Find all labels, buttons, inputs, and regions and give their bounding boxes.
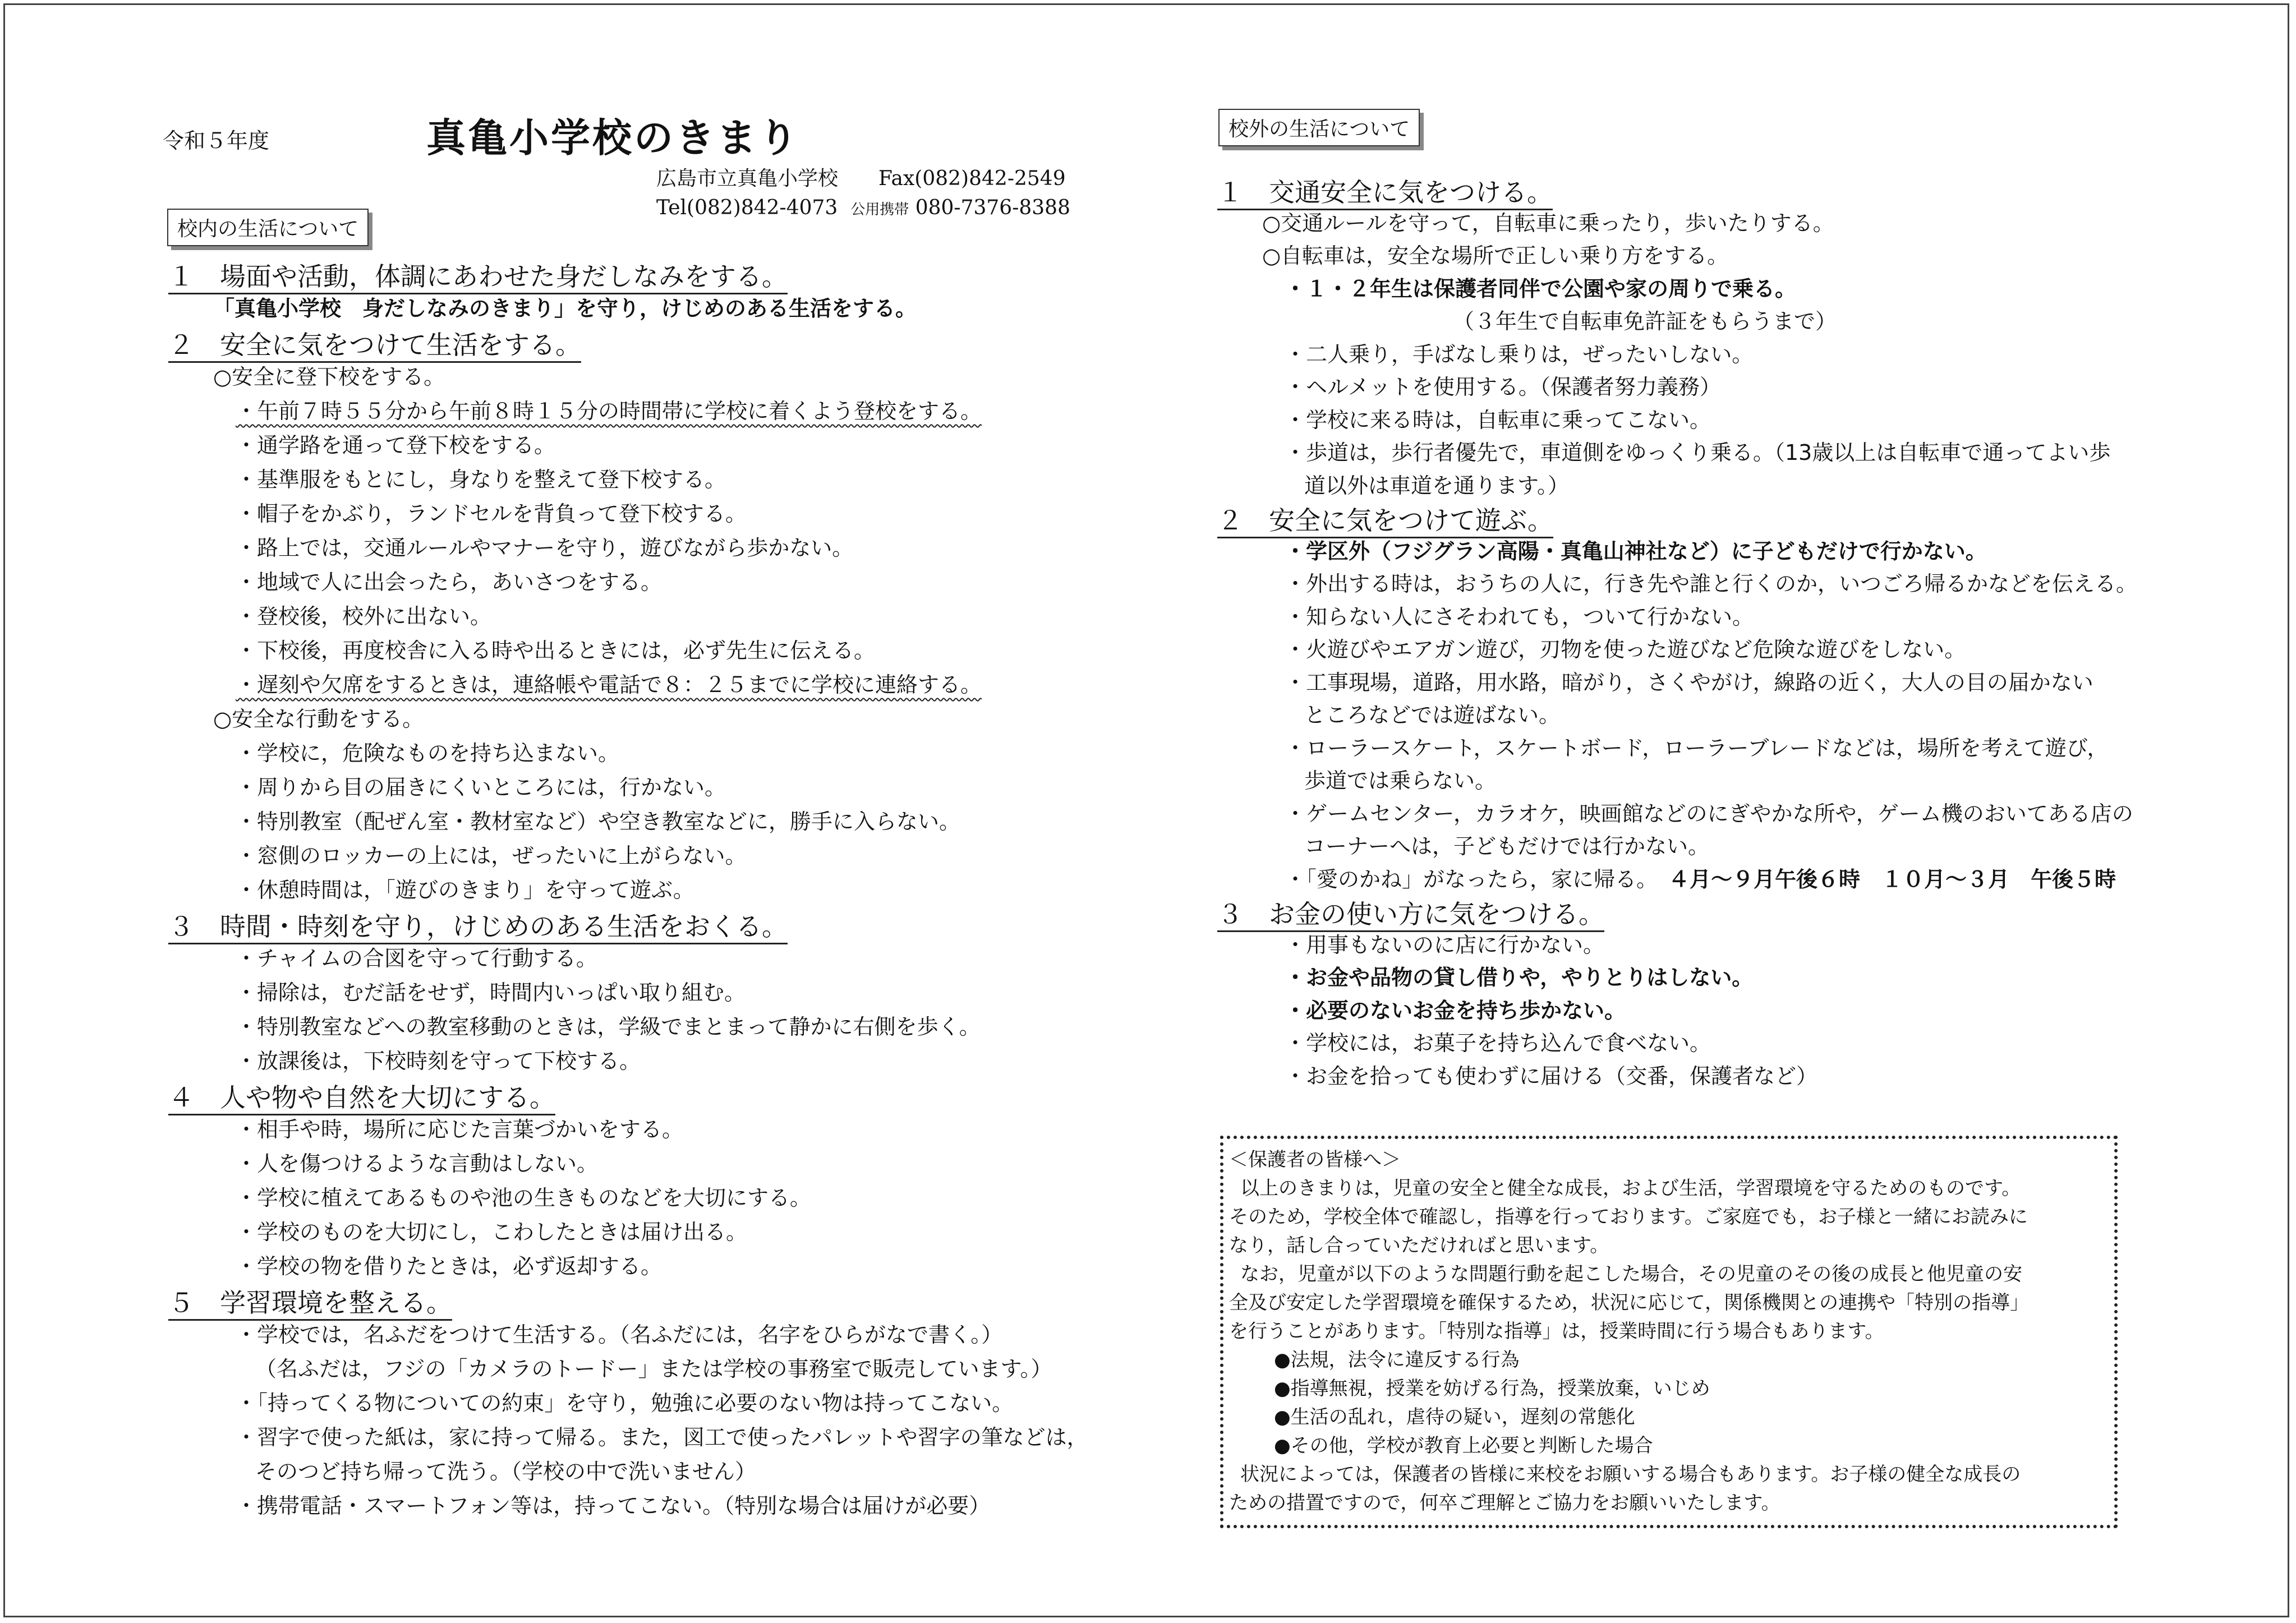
fiscal-year: 令和５年度 [163, 128, 270, 153]
right-line-1 [1262, 210, 1834, 236]
right-line-text: ・学区外（フジグラン高陽・真亀山神社など）に子どもだけで行かない。 [1285, 538, 1987, 564]
left-line-text: １ 場面や活動，体調にあわせた身だしなみをする。 [168, 261, 788, 292]
left-line-31 [236, 1324, 1002, 1345]
left-line-text: ・地域で人に出会ったら，あいさつをする。 [236, 570, 662, 594]
right-line-text: ２ 安全に気をつけて遊ぶ。 [1217, 505, 1553, 536]
left-line-text: ３ 時間・時刻を守り，けじめのある生活をおくる。 [168, 911, 788, 942]
left-line-text: そのつど持ち帰って洗う。（学校の中で洗いません） [255, 1459, 757, 1484]
left-line-text: ・学校のものを大切にし，こわしたときは届け出る。 [236, 1220, 748, 1244]
right-line-3 [1285, 278, 1796, 299]
right-line-26 [1285, 1032, 1711, 1054]
right-line-text: ・歩道は，歩行者優先で，車道側をゆっくり乗る。（13歳以上は自転車で通ってよい歩 [1285, 440, 2111, 465]
right-line-text: ・学校に来る時は，自転車に乗ってこない。 [1285, 407, 1711, 432]
right-line-10 [1217, 505, 1553, 538]
left-line-1 [213, 298, 917, 319]
right-line-text: ・学校には，お菓子を持ち込んで食べない。 [1285, 1031, 1711, 1055]
right-line-13 [1285, 606, 1754, 628]
right-line-17 [1285, 737, 2108, 759]
left-line-text: ・下校後，再度校舎に入る時や出るときには，必ず先生に伝える。 [236, 638, 876, 663]
left-line-text: ○安全に登下校をする。 [213, 365, 445, 389]
left-line-text: ・掃除は，むだ話をせず，時間内いっぱい取り組む。 [236, 980, 746, 1005]
right-line-16 [1304, 704, 1560, 726]
right-line-text: 歩道では乗らない。 [1304, 768, 1497, 793]
left-line-text: ○安全な行動をする。 [213, 707, 424, 731]
left-line-text: ・相手や時，場所に応じた言葉づかいをする。 [236, 1117, 684, 1142]
notice-line-2 [1229, 1207, 2028, 1227]
mobile-number: 080-7376-8388 [915, 196, 1070, 219]
right-line-text: ・ローラースケート，スケートボード，ローラーブレードなどは，場所を考えて遊び， [1285, 735, 2109, 760]
notice-line-text: ●生活の乱れ，虐待の疑い，遅刻の常態化 [1274, 1406, 1635, 1428]
left-line-text: ・路上では，交通ルールやマナーを守り，遊びながら歩かない。 [236, 536, 854, 560]
guardian-notice-box [1220, 1136, 2118, 1528]
right-line-text: ・ゲームセンター，カラオケ，映画館などのにぎやかな所や，ゲーム機のおいてある店の [1285, 801, 2133, 826]
left-line-21 [236, 982, 746, 1003]
notice-line-9 [1274, 1408, 1635, 1427]
left-line-33 [236, 1393, 1013, 1414]
notice-line-text: なお，児童が以下のような問題行動を起こした場合，その児童のその後の成長と他児童の安 [1240, 1263, 2022, 1285]
right-line-text: ・二人乗り，手ばなし乗りは，ぜったいしない。 [1285, 342, 1754, 367]
left-line-text: ・午前７時５５分から午前８時１５分の時間帯に学校に着くよう登校をする。 [236, 399, 982, 423]
left-line-text: ・特別教室（配ぜん室・教材室など）や空き教室などに，勝手に入らない。 [236, 809, 961, 834]
left-line-14 [236, 743, 619, 764]
notice-line-text: ●法規，法令に違反する行為 [1274, 1349, 1520, 1371]
notice-line-7 [1274, 1350, 1520, 1370]
right-line-9 [1304, 475, 1569, 496]
notice-line-text: を行うことがあります。「特別な指導」は，授業時間に行う場合もあります。 [1229, 1320, 1884, 1343]
right-line-5 [1285, 344, 1753, 365]
notice-line-text: ●指導無視，授業を妨げる行為，授業放棄，いじめ [1274, 1377, 1710, 1400]
right-line-20 [1304, 836, 1709, 857]
left-line-23 [236, 1050, 641, 1072]
right-line-text: ところなどでは遊ばない。 [1304, 703, 1561, 727]
right-line-8 [1285, 442, 2110, 463]
left-line-18 [236, 879, 694, 901]
right-line-text: 道以外は車道を通ります。） [1304, 473, 1569, 498]
left-line-text: ２ 安全に気をつけて生活をする。 [168, 330, 581, 360]
left-line-text: ・通学路を通って登下校をする。 [236, 433, 556, 458]
right-line-22 [1217, 901, 1604, 932]
left-line-text: ・周りから目の届きにくいところには，行かない。 [236, 775, 726, 800]
left-line-7 [236, 503, 747, 524]
notice-line-text: 全及び安定した学習環境を確保するため，状況に応じて，関係機関との連携や「特別の指導」 [1229, 1292, 2029, 1314]
left-line-4 [236, 400, 982, 422]
right-line-text: ○交通ルールを守って，自転車に乗ったり，歩いたりする。 [1262, 210, 1834, 236]
page-title: 真亀小学校のきまり [426, 114, 800, 161]
right-line-24 [1285, 967, 1753, 988]
right-line-text: （３年生で自転車免許証をもらうまで） [1453, 309, 1837, 334]
left-line-text: ・学校に植えてあるものや池の生きものなどを大切にする。 [236, 1186, 812, 1210]
right-line-text: ・用事もないのに店に行かない。 [1285, 932, 1605, 957]
left-line-text: ５ 学習環境を整える。 [168, 1288, 452, 1318]
notice-line-1 [1240, 1179, 2021, 1198]
left-line-19 [168, 911, 788, 944]
left-line-30 [168, 1290, 452, 1321]
left-line-29 [236, 1256, 662, 1277]
notice-line-12 [1229, 1493, 1780, 1513]
left-line-text: ・帽子をかぶり，ランドセルを背負って登下校する。 [236, 501, 747, 526]
school-tel [656, 196, 1070, 219]
notice-line-10 [1274, 1436, 1653, 1455]
left-line-text: ・学校の物を借りたときは，必ず返却する。 [236, 1254, 662, 1279]
notice-line-text: なり，話し合っていただければと思います。 [1229, 1234, 1609, 1257]
left-line-35 [255, 1461, 756, 1482]
left-line-16 [236, 811, 960, 832]
right-line-18 [1304, 770, 1496, 791]
left-line-text: ・基準服をもとにし，身なりを整えて登下校する。 [236, 467, 726, 492]
left-line-22 [236, 1016, 981, 1038]
left-line-9 [236, 571, 662, 593]
right-line-2 [1262, 245, 1728, 266]
left-line-2 [168, 332, 581, 363]
notice-line-4 [1240, 1265, 2022, 1284]
right-line-text: ３ お金の使い方に気をつける。 [1217, 899, 1604, 929]
right-line-text: ・ヘルメットを使用する。（保護者努力義務） [1285, 375, 1721, 399]
tel-number: Tel(082)842-4073 [656, 196, 838, 219]
left-line-5 [236, 435, 555, 456]
left-line-11 [236, 640, 875, 661]
mobile-label: 公用携帯 [850, 201, 909, 218]
left-line-28 [236, 1221, 747, 1243]
right-line-text: ・お金を拾っても使わずに届ける（交番，保護者など） [1285, 1063, 1818, 1089]
right-line-text: ・１・２年生は保護者同伴で公園や家の周りで乗る。 [1285, 276, 1797, 301]
right-line-23 [1285, 934, 1604, 956]
section-label-outside-life: 校外の生活について [1218, 109, 1420, 146]
notice-line-0 [1229, 1150, 1401, 1169]
right-line-text: １ 交通安全に気をつける。 [1217, 177, 1553, 208]
left-line-text: ・登校後，校外に出ない。 [236, 604, 492, 629]
right-line-21 [1285, 866, 2116, 892]
left-line-25 [236, 1119, 683, 1140]
left-line-text: ・チャイムの合図を守って行動する。 [236, 946, 597, 971]
right-line-text: ・お金や品物の貸し借りや，やりとりはしない。 [1285, 965, 1754, 990]
left-line-17 [236, 845, 746, 866]
notice-line-8 [1274, 1379, 1710, 1398]
right-line-text: ・工事現場，道路，用水路，暗がり，さくやがけ，線路の近く，大人の目の届かない [1285, 670, 2093, 695]
right-line-12 [1285, 573, 2137, 594]
left-line-26 [236, 1153, 598, 1174]
right-line-text: ・必要のないお金を持ち歩かない。 [1285, 998, 1626, 1023]
left-line-text: ・習字で使った紙は，家に持って帰る。また，図工で使ったパレットや習字の筆などは， [236, 1425, 1088, 1450]
notice-line-6 [1229, 1322, 1884, 1341]
right-line-19 [1285, 803, 2133, 824]
right-line-text: ・外出する時は，おうちの人に，行き先や誰と行くのか，いつごろ帰るかなどを伝える。 [1285, 571, 2138, 596]
right-line-4 [1453, 311, 1837, 332]
right-line-text: コーナーへは，子どもだけでは行かない。 [1304, 834, 1710, 859]
right-line-14 [1285, 639, 1966, 660]
right-line-25 [1285, 1000, 1626, 1021]
right-line-15 [1285, 672, 2093, 693]
notice-line-text: 状況によっては，保護者の皆様に来校をお願いする場合もあります。お子様の健全な成長の [1240, 1463, 2021, 1486]
left-line-text: ・遅刻や欠席をするときは，連絡帳や電話で８：２５までに学校に連絡する。 [236, 672, 982, 697]
left-line-3 [213, 366, 445, 388]
section-label-school-life: 校内の生活について [167, 209, 369, 246]
left-line-text: 「真亀小学校 身だしなみのきまり」を守り，けじめのある生活をする。 [213, 296, 917, 321]
left-line-36 [236, 1495, 990, 1516]
left-line-24 [168, 1082, 555, 1115]
left-line-text: ・「持ってくる物についての約束」を守り，勉強に必要のない物は持ってこない。 [236, 1391, 1014, 1415]
notice-line-3 [1229, 1236, 1609, 1255]
left-line-text: ・人を傷つけるような言動はしない。 [236, 1151, 599, 1176]
left-line-13 [213, 708, 424, 730]
left-line-32 [255, 1358, 1052, 1380]
notice-line-text: ＜保護者の皆様へ＞ [1229, 1149, 1401, 1171]
left-line-text: （名ふだは，フジの「カメラのトードー」または学校の事務室で販売しています。） [255, 1357, 1052, 1381]
right-line-7 [1285, 409, 1711, 431]
left-line-6 [236, 469, 726, 490]
left-line-text: ・学校に，危険なものを持ち込まない。 [236, 741, 620, 766]
left-line-text: ・特別教室などへの教室移動のときは，学級でまとまって静かに右側を歩く。 [236, 1015, 981, 1039]
left-line-text: ・休憩時間は，「遊びのきまり」を守って遊ぶ。 [236, 878, 694, 902]
right-line-text: ・火遊びやエアガン遊び，刃物を使った遊びなど危険な遊びをしない。 [1285, 637, 1966, 662]
notice-line-5 [1229, 1293, 2029, 1312]
left-line-34 [236, 1427, 1088, 1448]
left-line-10 [236, 606, 491, 627]
right-line-11 [1285, 538, 1987, 564]
left-line-20 [236, 948, 597, 969]
school-fax: 広島市立真亀小学校 Fax(082)842-2549 [656, 167, 1066, 190]
notice-line-text: ●その他，学校が教育上必要と判断した場合 [1274, 1435, 1653, 1457]
right-line-27 [1285, 1063, 1818, 1089]
notice-line-text: 以上のきまりは，児童の安全と健全な成長，および生活，学習環境を守るためのものです。 [1240, 1177, 2021, 1200]
notice-line-text: ための措置ですので，何卒ご理解とご協力をお願いいたします。 [1229, 1492, 1780, 1514]
left-line-text: ・窓側のロッカーの上には，ぜったいに上がらない。 [236, 843, 747, 868]
right-line-0 [1217, 179, 1553, 210]
right-line-text: ・「愛のかね」がなったら，家に帰る。 [1285, 866, 1648, 892]
right-line-bold-tail: ４月～９月午後６時 １０月～３月 午後５時 [1647, 866, 2116, 892]
notice-line-text: そのため，学校全体で確認し，指導を行っております。ご家庭でも，お子様と一緒にお読みに [1229, 1206, 2028, 1228]
left-line-0 [168, 261, 788, 294]
left-line-27 [236, 1187, 811, 1209]
left-line-text: ・学校では，名ふだをつけて生活する。（名ふだには，名字をひらがなで書く。） [236, 1322, 1003, 1347]
left-line-text: ・放課後は，下校時刻を守って下校する。 [236, 1049, 641, 1073]
left-line-15 [236, 777, 726, 798]
right-line-text: ・知らない人にさそわれても，ついて行かない。 [1285, 604, 1754, 629]
notice-line-11 [1240, 1465, 2021, 1484]
left-line-text: ４ 人や物や自然を大切にする。 [168, 1082, 555, 1113]
left-line-text: ・携帯電話・スマートフォン等は，持ってこない。（特別な場合は届けが必要） [236, 1493, 991, 1518]
left-line-12 [236, 674, 982, 695]
left-line-8 [236, 537, 853, 559]
right-line-6 [1285, 376, 1721, 398]
right-line-text: ○自転車は，安全な場所で正しい乗り方をする。 [1262, 243, 1729, 268]
